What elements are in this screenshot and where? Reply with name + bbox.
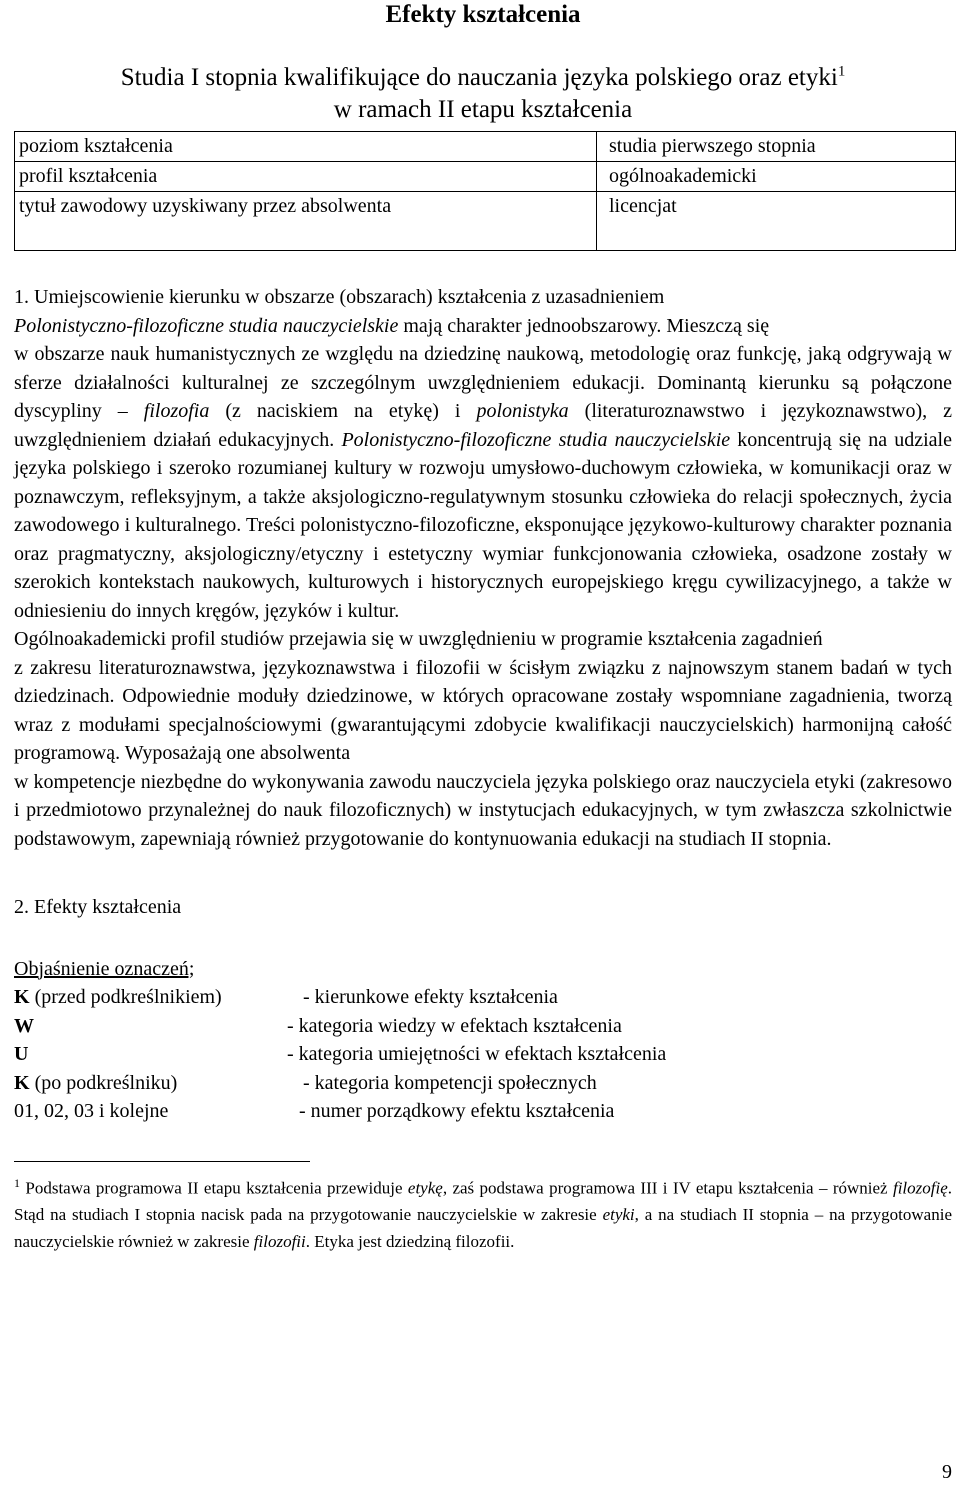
subtitle bbox=[14, 62, 952, 126]
table-cell-label: poziom kształcenia bbox=[15, 132, 597, 162]
table-cell-value: licencjat bbox=[597, 192, 956, 251]
italic-text: polonistyka bbox=[476, 400, 569, 422]
footnote bbox=[14, 1170, 952, 1256]
legend-key bbox=[14, 1040, 299, 1069]
subtitle-line2: w ramach II etapu kształcenia bbox=[333, 96, 633, 123]
legend-key bbox=[14, 1012, 299, 1041]
page-number: 9 bbox=[942, 1461, 952, 1483]
bold-text: W bbox=[14, 1014, 34, 1037]
study-info-table bbox=[14, 131, 956, 251]
table-row bbox=[15, 132, 956, 162]
bold-text: K bbox=[14, 986, 30, 1008]
italic-text: Polonistyczno-filozoficzne studia nauczycielskie bbox=[14, 314, 399, 337]
text: 01, 02, 03 i kolejne bbox=[14, 1100, 169, 1122]
text: (po podkreślniku) bbox=[29, 1071, 178, 1094]
bold-text: K bbox=[14, 1071, 30, 1094]
italic-text: etyki bbox=[602, 1205, 635, 1225]
text: w obszarze nauk humanistycznych ze względu na dziedzinę naukową, metodologię oraz funkcję, jaką odgrywają w sferze działalności kulturalnej ze szczególnym uwzględnieniem edukacji. Dominantą kierunku są połączone dyscypliny – bbox=[14, 343, 952, 422]
legend-desc: - numer porządkowy efektu kształcenia bbox=[299, 1100, 615, 1122]
text: . Etyka jest dziedziną filozofii. bbox=[305, 1232, 515, 1252]
text: , a na studiach II stopnia – na przygotowanie nauczycielskie również w zakresie bbox=[14, 1205, 952, 1252]
legend bbox=[14, 955, 952, 1126]
table-cell-label: profil kształcenia bbox=[15, 162, 597, 192]
text: Podstawa programowa II etapu kształcenia przewiduje bbox=[20, 1178, 408, 1198]
legend-desc: - kierunkowe efekty kształcenia bbox=[303, 986, 558, 1008]
text: (z naciskiem na etykę) i bbox=[209, 400, 477, 422]
page-title: Efekty kształcenia bbox=[385, 1, 581, 28]
legend-desc: - kategoria wiedzy w efektach kształcenia bbox=[287, 1014, 622, 1037]
italic-text: filozofię bbox=[892, 1178, 948, 1198]
legend-row bbox=[14, 1069, 952, 1098]
legend-title: Objaśnienie oznaczeń; bbox=[14, 957, 195, 980]
table-row bbox=[15, 192, 956, 251]
table-cell-label bbox=[15, 192, 597, 251]
italic-text: Polonistyczno-filozoficzne studia nauczycielskie bbox=[341, 428, 731, 451]
legend-row bbox=[14, 1040, 952, 1069]
legend-desc: - kategoria kompetencji społecznych bbox=[303, 1071, 597, 1094]
section-1-paragraph-4: z zakresu literaturoznawstwa, językoznawstwa i filozofii w ścisłym związku z najnowszym stanem badań w tych dziedzinach. Odpowiednie moduły dziedzinowe, w których opracowane zostały wspomniane zagadnienia, tworzą wraz z modułami specjalnościowymi (gwarantującymi zdobycie kwalifikacji nauczycielskich) harmonijną całość programową. Wyposażają one absolwenta bbox=[14, 656, 952, 764]
italic-text: filozofia bbox=[143, 400, 210, 422]
text: mają charakter jednoobszarowy. Mieszczą się bbox=[398, 314, 770, 337]
section-1 bbox=[14, 283, 952, 853]
legend-row bbox=[14, 1097, 952, 1126]
footnote-ref[interactable]: 1 bbox=[837, 63, 846, 80]
legend-key bbox=[14, 1097, 299, 1126]
section-1-paragraph-2 bbox=[14, 340, 952, 625]
table-cell-value: ogólnoakademicki bbox=[597, 162, 956, 192]
table-row bbox=[15, 162, 956, 192]
section-1-paragraph-5: w kompetencje niezbędne do wykonywania zawodu nauczyciela języka polskiego oraz nauczyciela etyki (zakresowo i przedmiotowo przynależnej do nauk filozoficznych) w instytucjach edukacyjnych, w tym zwłaszcza szkolnictwie podstawowym, zapewniają również przygotowanie do kontynuowania edukacji na studiach II stopnia. bbox=[14, 770, 952, 850]
text: , zaś podstawa programowa III i IV etapu kształcenia – również bbox=[442, 1178, 893, 1198]
legend-row bbox=[14, 983, 952, 1012]
legend-key bbox=[14, 983, 299, 1012]
section-1-paragraph-3: Ogólnoakademicki profil studiów przejawia się w uwzględnieniu w programie kształcenia zagadnień bbox=[14, 628, 823, 650]
footnote-mark: 1 bbox=[14, 1175, 20, 1190]
footnote-separator bbox=[14, 1161, 310, 1162]
italic-text: etykę bbox=[407, 1178, 443, 1198]
text: (przed podkreślnikiem) bbox=[29, 986, 222, 1008]
subtitle-text: Studia I stopnia kwalifikujące do nauczania języka polskiego oraz etyki bbox=[120, 64, 838, 91]
section-1-heading: 1. Umiejscowienie kierunku w obszarze (obszarach) kształcenia z uzasadnieniem bbox=[14, 286, 665, 308]
bold-text: U bbox=[14, 1043, 29, 1065]
section-2-heading: 2. Efekty kształcenia bbox=[14, 896, 182, 918]
text: koncentrują się na udziale języka polskiego i szeroko rozumianej kultury w rozwoju umysłowo-duchowym człowieka, w komunikacji oraz w poznawczym, refleksyjnym, a także aksjologiczno-regulatywnym stosunku człowieka do relacji społecznych, życia zawodowego i kulturalnego. Treści polonistyczno-filozoficzne, eksponujące językowo-kulturowy charakter poznania oraz pragmatyczny, aksjologiczny/etyczny i estetyczny wymiar funkcjonowania człowieka, osadzone zostały w szerokich kontekstach naukowych, kulturowych i historycznych europejskiego kręgu cywilizacyjnego, a także w odniesieniu do innych kręgów, języków i kultur. bbox=[14, 428, 952, 622]
document-page bbox=[14, 0, 952, 1255]
legend-row bbox=[14, 1012, 952, 1041]
text: . Stąd na studiach I stopnia nacisk pada na przygotowanie nauczycielskie w zakresie bbox=[14, 1178, 952, 1225]
table-cell-value: studia pierwszego stopnia bbox=[597, 132, 956, 162]
text: (literaturoznawstwo i językoznawstwo), z uwzględnieniem działań edukacyjnych. bbox=[14, 400, 953, 451]
label-text: tytuł zawodowy uzyskiwany przez absolwenta bbox=[19, 195, 392, 217]
legend-desc: - kategoria umiejętności w efektach kształcenia bbox=[287, 1043, 667, 1065]
subtitle-line1 bbox=[14, 62, 952, 94]
italic-text: filozofii bbox=[253, 1232, 306, 1252]
legend-key bbox=[14, 1069, 299, 1098]
section-1-paragraph-1 bbox=[14, 312, 952, 341]
